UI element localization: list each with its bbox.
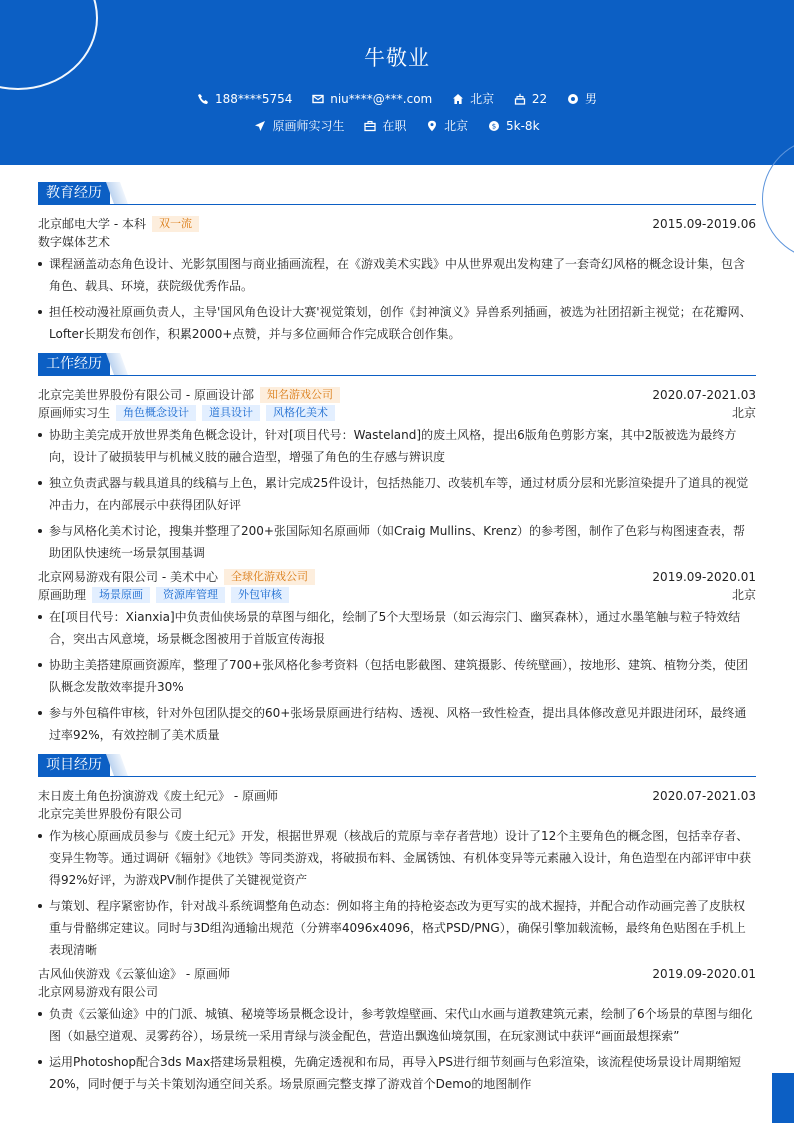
project-entry [38, 965, 756, 1095]
entry-date: 2019.09-2020.01 [652, 570, 756, 584]
bullet-list [38, 606, 756, 746]
location-icon [426, 120, 438, 132]
section-header [38, 754, 756, 777]
school-name: 北京邮电大学 - 本科 [38, 217, 146, 231]
list-item: 在[项目代号：Xianxia]中负责仙侠场景的草图与细化，绘制了5个大型场景（如云海宗门、幽冥森林），通过水墨笔触与粒子特效结合，突出古风意境，场景概念图被用于首版宣传海报 [38, 606, 756, 650]
age-info: 22 [514, 92, 547, 106]
skill-tag: 道具设计 [202, 405, 260, 421]
job-city: 北京 [731, 406, 756, 420]
list-item: 独立负责武器与载具道具的线稿与上色，累计完成25件设计，包括热能刀、改装机车等，通过材质分层和光影渲染提升了道具的视觉冲击力，在内部展示中获得团队好评 [38, 472, 756, 516]
project-company: 北京网易游戏有限公司 [38, 985, 159, 999]
project-name: 末日废土角色扮演游戏《废土纪元》 - 原画师 [38, 789, 278, 803]
target-city-info: 北京 [426, 117, 468, 134]
list-item: 参与风格化美术讨论，搜集并整理了200+张国际知名原画师（如Craig Mullins、Krenz）的参考图，制作了色彩与构图速查表，帮助团队快速统一场景氛围基调 [38, 520, 756, 564]
job-city: 北京 [731, 588, 756, 602]
education-section [38, 182, 756, 345]
entry-subheading [38, 983, 756, 1001]
section-title: 工作经历 [38, 353, 110, 375]
job-status-info: 在职 [364, 117, 406, 134]
company-name: 北京网易游戏有限公司 - 美术中心 [38, 570, 218, 584]
residence-info: 北京 [452, 90, 494, 107]
list-item: 负责《云篆仙途》中的门派、城镇、秘境等场景概念设计，参考敦煌壁画、宋代山水画与道教建筑元素，绘制了6个场景的草图与细化图（如悬空道观、灵雾药谷），场景统一采用青绿与淡金配色，营造出飘逸仙境氛围，在玩家测试中获评“画面最想探索” [38, 1003, 756, 1047]
section-header [38, 353, 756, 376]
entry-date: 2019.09-2020.01 [652, 967, 756, 981]
bullet-list [38, 1003, 756, 1095]
project-name: 古风仙侠游戏《云篆仙途》 - 原画师 [38, 967, 230, 981]
skill-tag: 外包审核 [231, 587, 289, 603]
project-company: 北京完美世界股份有限公司 [38, 807, 183, 821]
phone-icon [197, 93, 209, 105]
entry-date: 2020.07-2021.03 [652, 789, 756, 803]
list-item: 参与外包稿件审核，针对外包团队提交的60+张场景原画进行结构、透视、风格一致性检查，提出具体修改意见并跟进闭环，最终通过率92%，有效控制了美术质量 [38, 702, 756, 746]
company-tag: 全球化游戏公司 [224, 569, 315, 585]
entry-heading [38, 386, 756, 404]
bullet-list [38, 253, 756, 345]
skill-tag: 角色概念设计 [116, 405, 196, 421]
company-name: 北京完美世界股份有限公司 - 原画设计部 [38, 388, 254, 402]
gender-icon [567, 93, 579, 105]
section-header [38, 182, 756, 205]
list-item: 课程涵盖动态角色设计、光影氛围图与商业插画流程，在《游戏美术实践》中从世界观出发构建了一套奇幻风格的概念设计集，包含角色、载具、环境，获院级优秀作品。 [38, 253, 756, 297]
svg-text:$: $ [491, 122, 497, 131]
target-position-info: 原画师实习生 [254, 117, 344, 134]
entry-subheading [38, 404, 756, 422]
entry-subheading [38, 233, 756, 251]
projects-section [38, 754, 756, 1095]
list-item: 与策划、程序紧密协作，针对战斗系统调整角色动态：例如将主角的持枪姿态改为更写实的战术握持，并配合动作动画完善了皮肤权重与骨骼绑定建议。同时与3D组沟通输出规范（分辨率4096x4096，格式PSD/PNG），确保引擎加载流畅，最终角色贴图在手机上表现清晰 [38, 895, 756, 961]
work-entry [38, 386, 756, 564]
work-entry [38, 568, 756, 746]
gender-info: 男 [567, 90, 597, 107]
section-title: 项目经历 [38, 754, 110, 776]
header-banner [0, 0, 794, 165]
major: 数字媒体艺术 [38, 235, 111, 249]
bullet-list [38, 424, 756, 564]
skill-tag: 场景原画 [92, 587, 150, 603]
list-item: 作为核心原画成员参与《废土纪元》开发，根据世界观（核战后的荒原与幸存者营地）设计了12个主要角色的概念图，包括幸存者、变异生物等。通过调研《辐射》《地铁》等同类游戏，将破损布料、金属锈蚀、有机体变异等元素融入设计，角色造型在内部评审中获得92%好评，为游戏PV制作提供了关键视觉资产 [38, 825, 756, 891]
cake-icon [514, 93, 526, 105]
school-tag: 双一流 [152, 216, 199, 232]
briefcase-icon [364, 120, 376, 132]
salary-info: $ 5k-8k [488, 119, 540, 133]
section-title: 教育经历 [38, 182, 110, 204]
job-role: 原画师实习生 [38, 406, 111, 420]
entry-heading [38, 215, 756, 233]
mail-icon [312, 93, 324, 105]
list-item: 运用Photoshop配合3ds Max搭建场景粗模，先确定透视和布局，再导入PS进行细节刻画与色彩渲染，该流程使场景设计周期缩短20%，同时便于与关卡策划沟通空间关系。场景原画完整支撑了游戏首个Demo的地图制作 [38, 1051, 756, 1095]
entry-date: 2020.07-2021.03 [652, 388, 756, 402]
job-intent-row [0, 117, 794, 134]
bullet-list [38, 825, 756, 961]
resume-body [38, 182, 756, 1103]
education-entry [38, 215, 756, 345]
send-icon [254, 120, 266, 132]
skill-tag: 风格化美术 [266, 405, 335, 421]
candidate-name: 牛敬业 [364, 46, 430, 70]
list-item: 协助主美搭建原画资源库，整理了700+张风格化参考资料（包括电影截图、建筑摄影、传统壁画），按地形、建筑、植物分类，使团队概念发散效率提升30% [38, 654, 756, 698]
decorative-side-block [772, 1073, 794, 1123]
project-entry [38, 787, 756, 961]
entry-date: 2015.09-2019.06 [652, 217, 756, 231]
list-item: 担任校动漫社原画负责人，主导'国风角色设计大赛'视觉策划，创作《封神演义》异兽系列插画，被选为社团招新主视觉；在花瓣网、Lofter长期发布创作，积累2000+点赞，并与多位画师合作完成联合创作集。 [38, 301, 756, 345]
list-item: 协助主美完成开放世界类角色概念设计，针对[项目代号：Wasteland]的废土风格，提出6版角色剪影方案，其中2版被选为最终方向，设计了破损装甲与机械义肢的融合造型，增强了角色的生存感与辨识度 [38, 424, 756, 468]
entry-heading [38, 965, 756, 983]
work-section [38, 353, 756, 746]
skill-tag: 资源库管理 [156, 587, 225, 603]
entry-subheading [38, 586, 756, 604]
entry-heading [38, 787, 756, 805]
phone-info: 188****5754 [197, 92, 292, 106]
entry-heading [38, 568, 756, 586]
home-icon [452, 93, 464, 105]
entry-subheading [38, 805, 756, 823]
contact-row [0, 90, 794, 107]
email-info: niu****@***.com [312, 92, 432, 106]
company-tag: 知名游戏公司 [260, 387, 340, 403]
salary-icon [488, 120, 500, 132]
job-role: 原画助理 [38, 588, 87, 602]
